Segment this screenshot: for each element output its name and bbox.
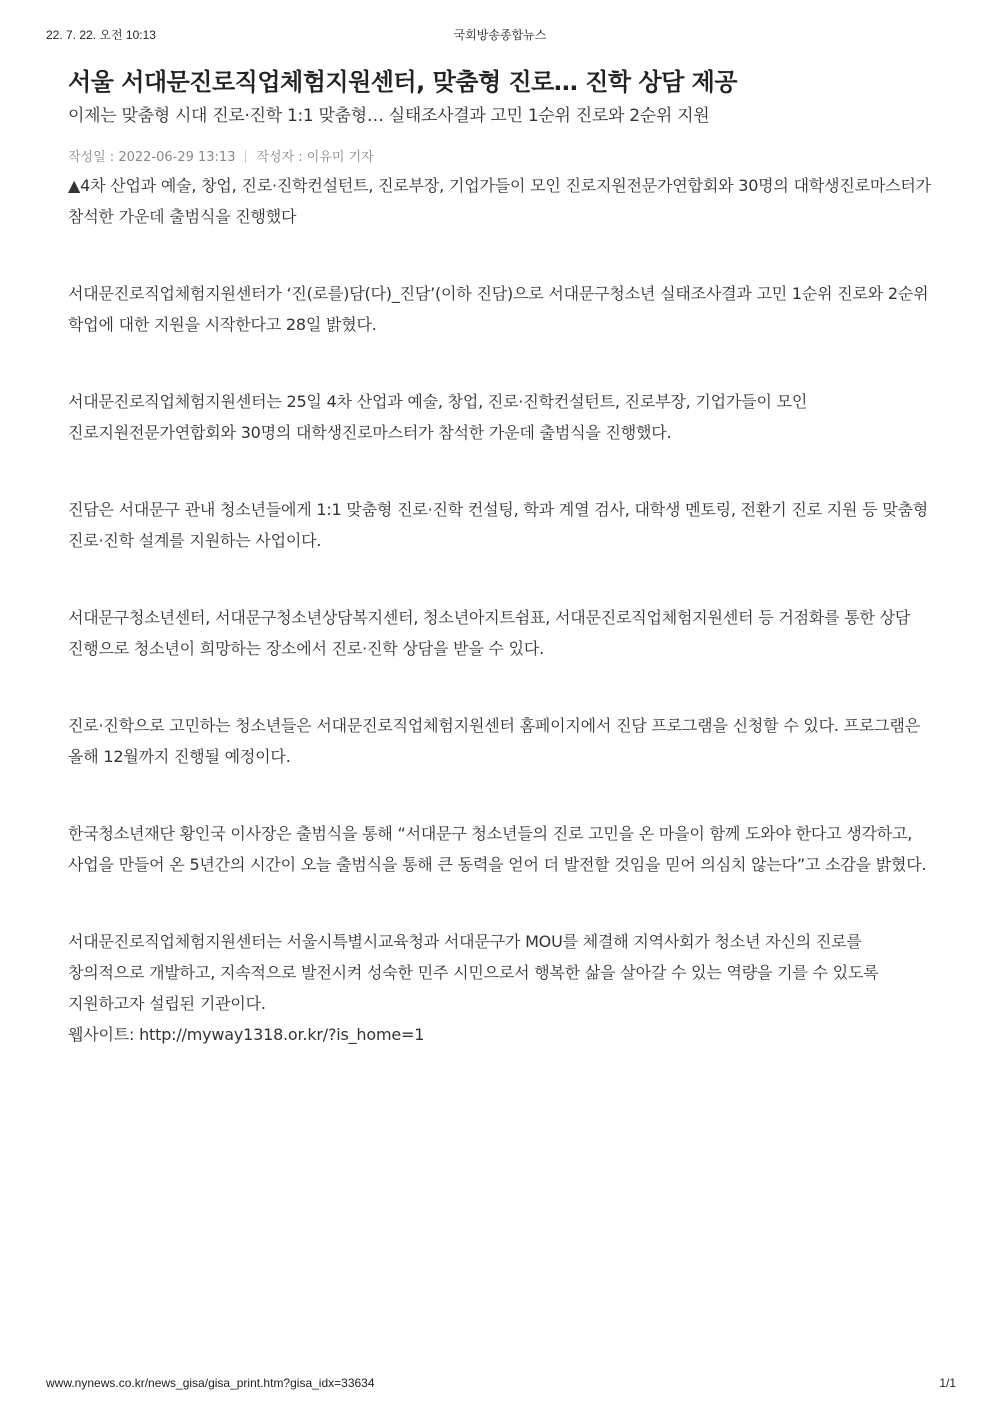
print-page-number: 1/1 bbox=[939, 1376, 956, 1390]
article-paragraph: 한국청소년재단 황인국 이사장은 출범식을 통해 “서대문구 청소년들의 진로 고민을 온 마을이 함께 도와야 한다고 생각하고, 사업을 만들어 온 5년간의 시간이 오늘 출범식을 통해 큰 동력을 얻어 더 발전할 것임을 믿어 의심치 않는다”고 소감을 밝혔다. bbox=[68, 824, 927, 874]
article bbox=[68, 64, 934, 1050]
article-paragraph: 서대문진로직업체험지원센터는 서울시특별시교육청과 서대문구가 MOU를 체결해 지역사회가 청소년 자신의 진로를 창의적으로 개발하고, 지속적으로 발전시켜 성숙한 민주 시민으로서 행복한 삶을 살아갈 수 있는 역량을 기를 수 있도록 지원하고자 설립된 기관이다. bbox=[68, 932, 879, 1013]
article-body bbox=[68, 170, 934, 1050]
print-datetime: 22. 7. 22. 오전 10:13 bbox=[46, 28, 156, 42]
article-paragraph: 서대문진로직업체험지원센터는 25일 4차 산업과 예술, 창업, 진로·진학컨설턴트, 진로부장, 기업가들이 모인 진로지원전문가연합회와 30명의 대학생진로마스터가 참석한 가운데 출범식을 진행했다. bbox=[68, 392, 808, 442]
article-subtitle: 이제는 맞춤형 시대 진로·진학 1:1 맞춤형… 실태조사결과 고민 1순위 진로와 2순위 지원 bbox=[68, 106, 710, 126]
meta-divider bbox=[245, 150, 246, 163]
article-paragraph: 서대문구청소년센터, 서대문구청소년상담복지센터, 청소년아지트쉼표, 서대문진로직업체험지원센터 등 거점화를 통한 상담 진행으로 청소년이 희망하는 장소에서 진로·진학 상담을 받을 수 있다. bbox=[68, 608, 911, 658]
print-footer bbox=[46, 1376, 956, 1394]
article-paragraph: 진담은 서대문구 관내 청소년들에게 1:1 맞춤형 진로·진학 컨설팅, 학과 계열 검사, 대학생 멘토링, 전환기 진로 지원 등 맞춤형 진로·진학 설계를 지원하는 사업이다. bbox=[68, 500, 929, 550]
article-website-link[interactable]: 웹사이트: http://myway1318.or.kr/?is_home=1 bbox=[68, 1025, 425, 1044]
article-title: 서울 서대문진로직업체험지원센터, 맞춤형 진로… 진학 상담 제공 bbox=[68, 68, 738, 96]
article-paragraph: 진로·진학으로 고민하는 청소년들은 서대문진로직업체험지원센터 홈페이지에서 진담 프로그램을 신청할 수 있다. 프로그램은 올해 12월까지 진행될 예정이다. bbox=[68, 716, 920, 766]
article-created-date: 작성일 : 2022-06-29 13:13 bbox=[68, 150, 236, 165]
article-meta bbox=[68, 148, 934, 168]
print-header bbox=[46, 26, 954, 44]
print-site-name: 국회방송종합뉴스 bbox=[453, 28, 547, 42]
print-source-url: www.nynews.co.kr/news_gisa/gisa_print.htm?gisa_idx=33634 bbox=[46, 1376, 375, 1390]
article-paragraph: 서대문진로직업체험지원센터가 ‘진(로를)담(다)_진담’(이하 진담)으로 서대문구청소년 실태조사결과 고민 1순위 진로와 2순위 학업에 대한 지원을 시작한다고 28일 밝혔다. bbox=[68, 284, 929, 334]
article-author: 작성자 : 이유미 기자 bbox=[256, 150, 374, 165]
article-paragraph: ▲4차 산업과 예술, 창업, 진로·진학컨설턴트, 진로부장, 기업가들이 모인 진로지원전문가연합회와 30명의 대학생진로마스터가 참석한 가운데 출범식을 진행했다 bbox=[68, 176, 931, 226]
